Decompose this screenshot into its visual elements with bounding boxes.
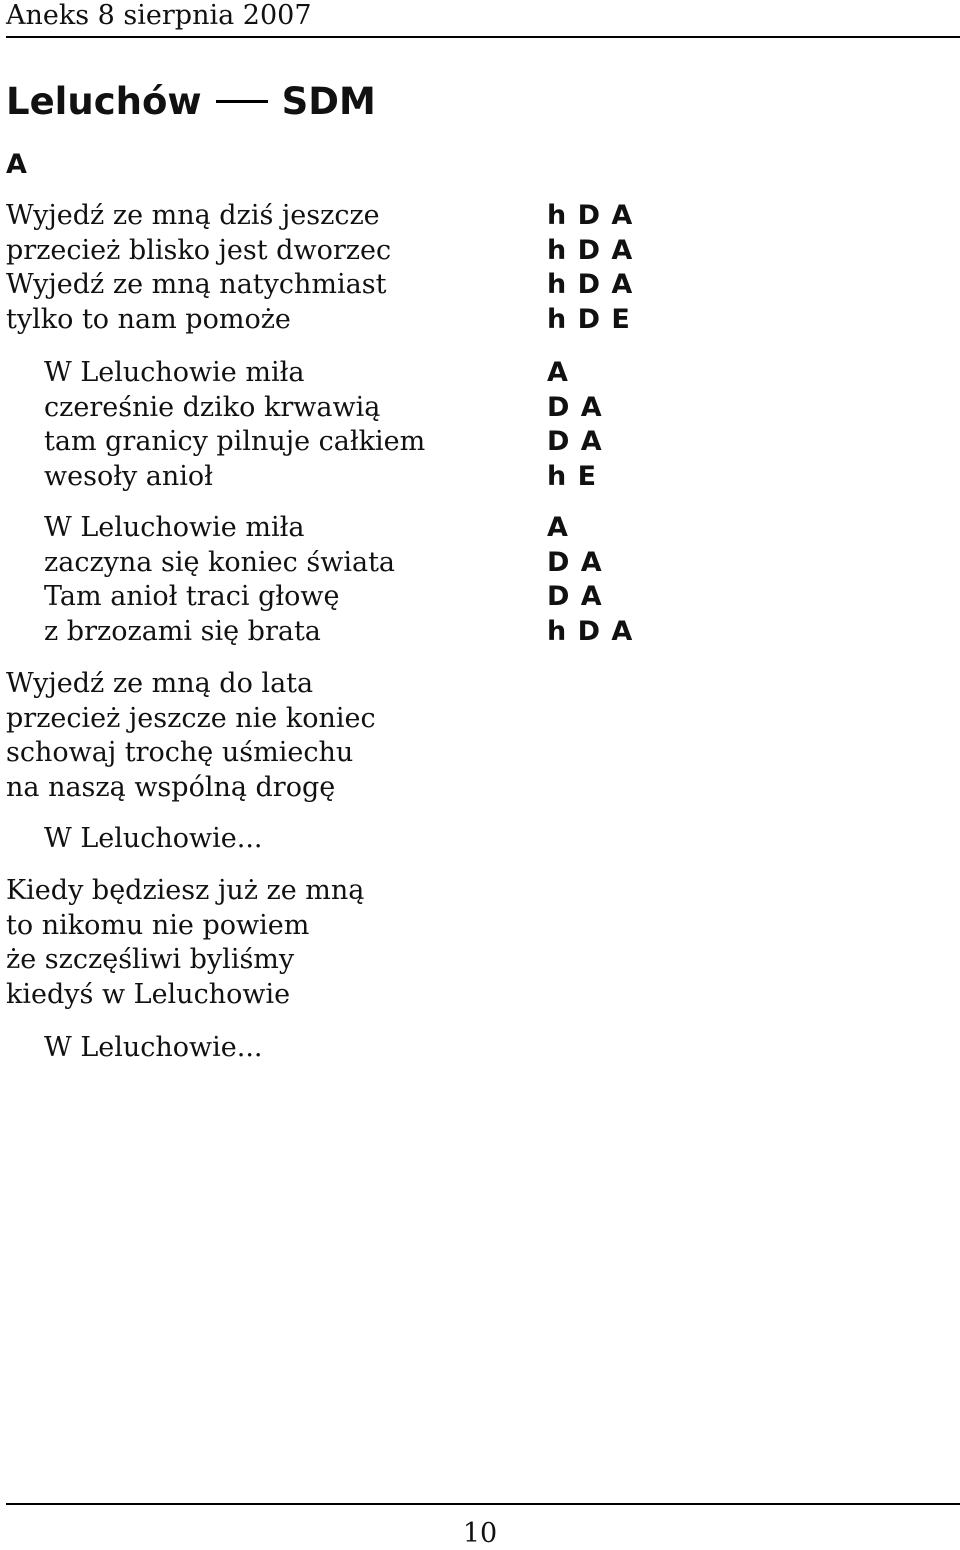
lyric-line: tam granicy pilnuje całkiem — [44, 426, 426, 457]
lyric-line: Kiedy będziesz już ze mną — [6, 875, 365, 906]
verse-3 — [6, 874, 364, 1012]
page-number: 10 — [462, 1518, 498, 1549]
lyric-line: przecież jeszcze nie koniec — [6, 702, 376, 734]
lyric-line: W Leluchowie... — [44, 823, 263, 854]
lyric-line: przecież blisko jest dworzec — [6, 234, 392, 266]
lyric-line: Wyjedź ze mną natychmiast — [6, 269, 387, 300]
chord-line: D A — [547, 426, 603, 457]
refrain-2 — [44, 1031, 263, 1066]
lyric-line: wesoły anioł — [44, 460, 213, 492]
chord-line: h D A — [547, 234, 634, 266]
chorus-2-chords — [547, 511, 633, 649]
song-title-name: Leluchów — [6, 80, 202, 123]
chord-line: A — [547, 357, 569, 388]
chorus-2 — [44, 511, 395, 649]
lyric-line: czereśnie dziko krwawią — [44, 391, 381, 423]
chorus-1 — [44, 356, 425, 494]
lyric-line: Tam anioł traci głowę — [44, 581, 340, 612]
lyric-line: W Leluchowie miła — [44, 512, 305, 543]
lyric-line: schowaj trochę uśmiechu — [6, 737, 354, 768]
chord-line: h D A — [547, 269, 634, 300]
chord-line: h D E — [547, 303, 631, 335]
lyric-line: kiedyś w Leluchowie — [6, 978, 291, 1010]
chord-line: h D A — [547, 615, 634, 647]
title-dash — [216, 100, 268, 103]
song-key: A — [6, 149, 27, 180]
header-rule — [6, 36, 960, 38]
footer-rule — [6, 1503, 960, 1505]
lyric-line: W Leluchowie... — [44, 1032, 263, 1063]
refrain-1 — [44, 822, 263, 857]
lyric-line: zaczyna się koniec świata — [44, 546, 396, 578]
lyric-line: z brzozami się brata — [44, 615, 321, 647]
song-title-artist: SDM — [281, 80, 376, 123]
lyric-line: tylko to nam pomoże — [6, 303, 291, 335]
page-header: Aneks 8 sierpnia 2007 — [6, 0, 312, 31]
chord-line: D A — [547, 581, 603, 612]
chord-line: D A — [547, 546, 603, 578]
verse-2 — [6, 667, 376, 805]
lyric-line: Wyjedź ze mną do lata — [6, 668, 314, 699]
lyric-line: Wyjedź ze mną dziś jeszcze — [6, 200, 380, 231]
chord-line: h E — [547, 460, 598, 492]
lyric-line: na naszą wspólną drogę — [6, 771, 336, 803]
verse-1 — [6, 199, 391, 337]
chord-line: D A — [547, 391, 603, 423]
chorus-1-chords — [547, 356, 603, 494]
song-title — [6, 80, 376, 124]
chord-line: A — [547, 512, 569, 543]
lyric-line: że szczęśliwi byliśmy — [6, 944, 295, 975]
lyric-line: W Leluchowie miła — [44, 357, 305, 388]
verse-1-chords — [547, 199, 633, 337]
lyric-line: to nikomu nie powiem — [6, 909, 310, 941]
chord-line: h D A — [547, 200, 634, 231]
